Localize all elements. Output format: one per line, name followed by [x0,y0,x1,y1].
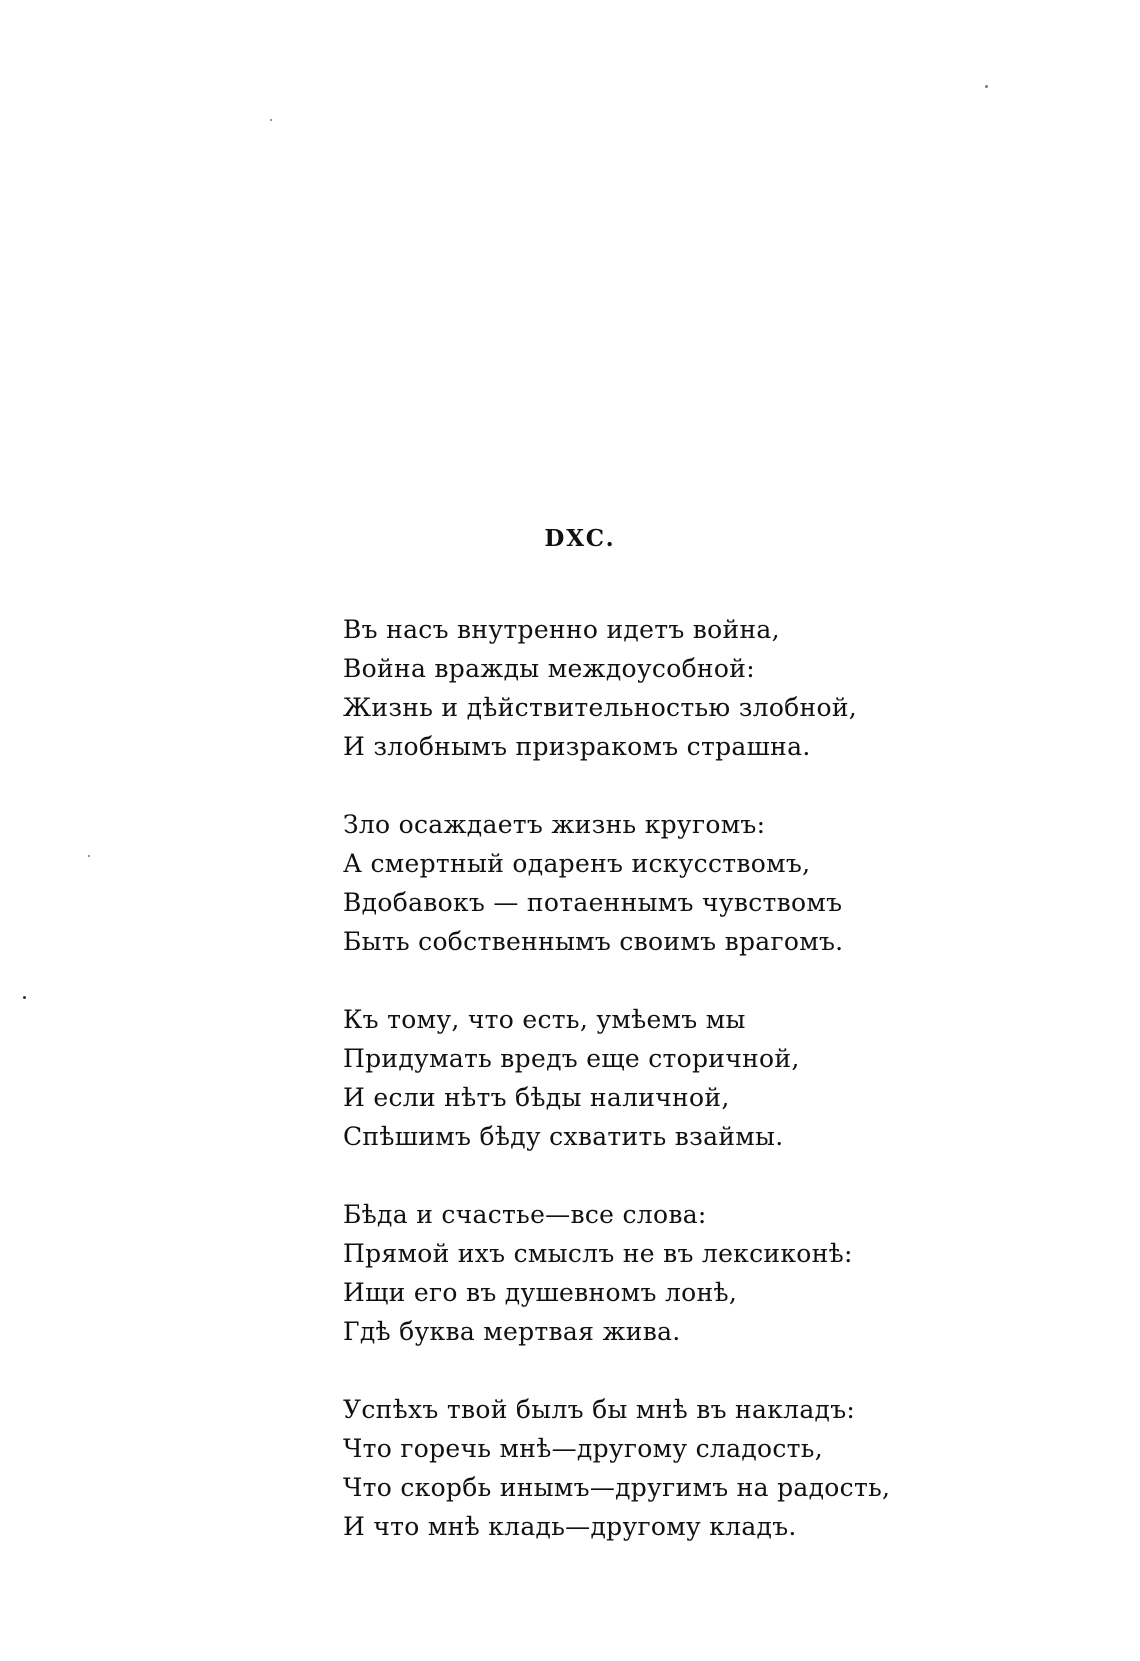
poem-line: Война вражды междоусобной: [343,654,755,683]
poem-line: И если нѣтъ бѣды наличной, [343,1083,730,1112]
stanza-3 [343,1000,1103,1156]
stanza-2 [343,805,1103,961]
poem-number: DXC. [544,525,616,552]
poem-line: Бѣда и счастье—все слова: [343,1200,707,1229]
stanza-1 [343,610,1103,766]
poem-line: И что мнѣ кладь—другому кладъ. [343,1512,797,1541]
poem-line: Къ тому, что есть, умѣемъ мы [343,1005,746,1034]
poem-line: Прямой ихъ смыслъ не въ лексиконѣ: [343,1239,853,1268]
poem-line: А смертный одаренъ искусствомъ, [343,849,811,878]
poem-line: Гдѣ буква мертвая жива. [343,1317,681,1346]
poem-line: Что горечь мнѣ—другому сладость, [343,1434,823,1463]
poem-line: Зло осаждаетъ жизнь кругомъ: [343,810,766,839]
scan-speck [23,996,26,999]
poem-line: Придумать вредъ еще сторичной, [343,1044,800,1073]
poem-line: И злобнымъ призракомъ страшна. [343,732,811,761]
scan-speck [985,85,988,88]
poem-line: Спѣшимъ бѣду схватить взаймы. [343,1122,784,1151]
poem-line: Жизнь и дѣйствительностью злобной, [343,693,858,722]
stanza-5 [343,1390,1103,1546]
poem-line: Успѣхъ твой былъ бы мнѣ въ накладъ: [343,1395,856,1424]
poem-body [343,610,1103,1585]
stanza-4 [343,1195,1103,1351]
scan-speck [88,855,90,857]
poem-line: Въ насъ внутренно идетъ война, [343,615,780,644]
poem-line: Вдобавокъ — потаеннымъ чувствомъ [343,888,843,917]
poem-line: Ищи его въ душевномъ лонѣ, [343,1278,738,1307]
poem-line: Что скорбь инымъ—другимъ на радость, [343,1473,891,1502]
scan-speck [270,119,272,121]
poem-line: Быть собственнымъ своимъ врагомъ. [343,927,844,956]
